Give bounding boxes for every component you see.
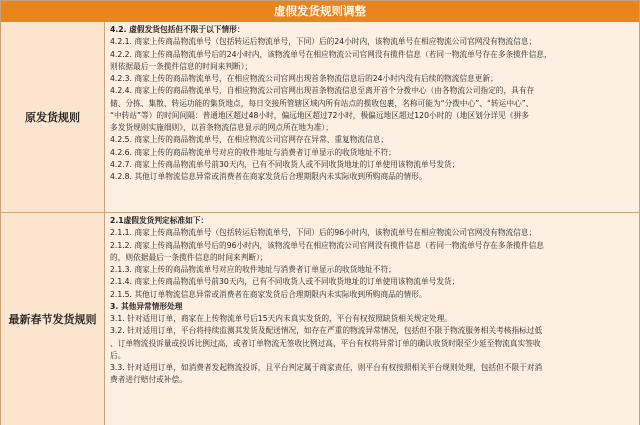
- rule-line: 4.2.8. 其他订单物流信息异常或消费者在商家发货后合理期限内未实际收到所购商品的情形。: [110, 172, 427, 181]
- rule-line: 4.2.6. 商家上传的商品物流单号对应的收件地址与消费者订单显示的收货地址不符；: [110, 147, 396, 157]
- rule-line: 费者进行赔付或补偿。: [110, 375, 187, 385]
- rule-line: 2.1.3. 商家上传的商品物流单号对应的收件地址与消费者订单显示的收货地址不符；: [110, 265, 396, 274]
- rule-line: 2.1.1. 商家上传商品物流单号（包括转运后物流单号，下同）后的96小时内，该物流单号在相应物流公司官网没有物流信息；: [110, 228, 537, 238]
- original-rules-label: 原发货规则: [1, 22, 105, 212]
- rule-line: 4.2.2. 商家上传商品物流单号后的24小时内，该物流单号在相应物流公司官网没有揽件信息（若同一物流单号存在多条揽件信息，: [110, 49, 552, 59]
- rule-line: 4.2.4. 商家上传的商品物流单号，自相应物流公司官网出现首条物流信息至离开首个分拨中心（由各物流公司指定的，具有存: [110, 86, 535, 96]
- spring-rules-content: [105, 213, 639, 425]
- rule-line: 多发货规则实施细则》，以首条物流信息显示的网点所在地为准）；: [110, 123, 333, 132]
- document-title: 虚假发货规则调整: [1, 1, 639, 22]
- rule-line: 4.2.1. 商家上传商品物流单号（包括转运后物流单号，下同）后的24小时内，该物流单号在相应物流公司官网没有物流信息；: [110, 37, 537, 47]
- rule-line: “中转站”等）的时间间隔：普通地区超过48小时，偏远地区超过72小时，极偏远地区超过120小时的（地区划分详见《拼多: [110, 110, 529, 120]
- rule-line: 3.2. 针对适用订单，平台将持续监测其发货及配送情况，如存在严重的物流异常情况，包括但不限于物流服务相关考核指标过低: [110, 326, 543, 336]
- rule-line: 、订单物流投诉量或投诉比例过高，或者订单物流无签收比例过高，平台有权将异常订单的确认收货时限至少延至物流真实签收: [110, 338, 541, 348]
- rule-line: 2.1.5. 其他订单物流信息异常或消费者在商家发货后合理期限内未实际收到所购商品的情形。: [110, 289, 427, 299]
- rule-line: 4.2.7. 商家上传商品物流单号前30天内，已有不同收货人或不同收货地址的订单使用该物流单号发货；: [110, 159, 460, 169]
- spring-rules-label: 最新春节发货规则: [1, 213, 105, 425]
- rule-line: 2.1.2. 商家上传商品物流单号后的96小时内，该物流单号在相应物流公司官网没有揽件信息（若同一物流单号存在多条揽件信息: [110, 240, 544, 250]
- rule-line: 3.3. 针对适用订单，如消费者发起物流投诉，且平台判定属于商家责任，则平台有权按照相关平台规则处理，包括但不限于对消: [110, 363, 543, 372]
- rule-line: 4.2.3. 商家上传的商品物流单号，在相应物流公司官网出现首条物流信息后的24小时内没有后续的物流信息更新；: [110, 74, 498, 83]
- rule-line: 的，则依据最后一条揽件信息的时间来判断）；: [110, 252, 268, 262]
- original-rules-content: [105, 22, 639, 212]
- section-heading: 2.1虚假发货判定标准如下：: [110, 216, 209, 225]
- rule-line: 后。: [110, 350, 126, 360]
- rule-line: 4.2.5. 商家上传的商品物流单号，在相应物流公司官网存在异常、重复物流信息；: [110, 135, 389, 145]
- rule-line: 储、分拣、集散、转运功能的集货地点，每日交接所管辖区域内所有站点的揽收包裹，名称可能为“分拨中心”、“转运中心”、: [110, 98, 534, 108]
- rule-line: 2.1.4. 商家上传商品物流单号前30天内，已有不同收货人或不同收货地址的订单使用该物流单号发货；: [110, 277, 460, 287]
- rule-line: 则依据最后一条揽件信息的时间来判断）；: [110, 61, 253, 71]
- section-heading: 4.2. 虚假发货包括但不限于以下情形：: [110, 25, 245, 34]
- rule-line: 3.1. 针对适用订单，商家在上传物流单号后15天内未真实发货的，平台有权按照缺货相关规定处理。: [110, 314, 453, 323]
- section-heading: 3. 其他异常情形处理: [110, 301, 183, 311]
